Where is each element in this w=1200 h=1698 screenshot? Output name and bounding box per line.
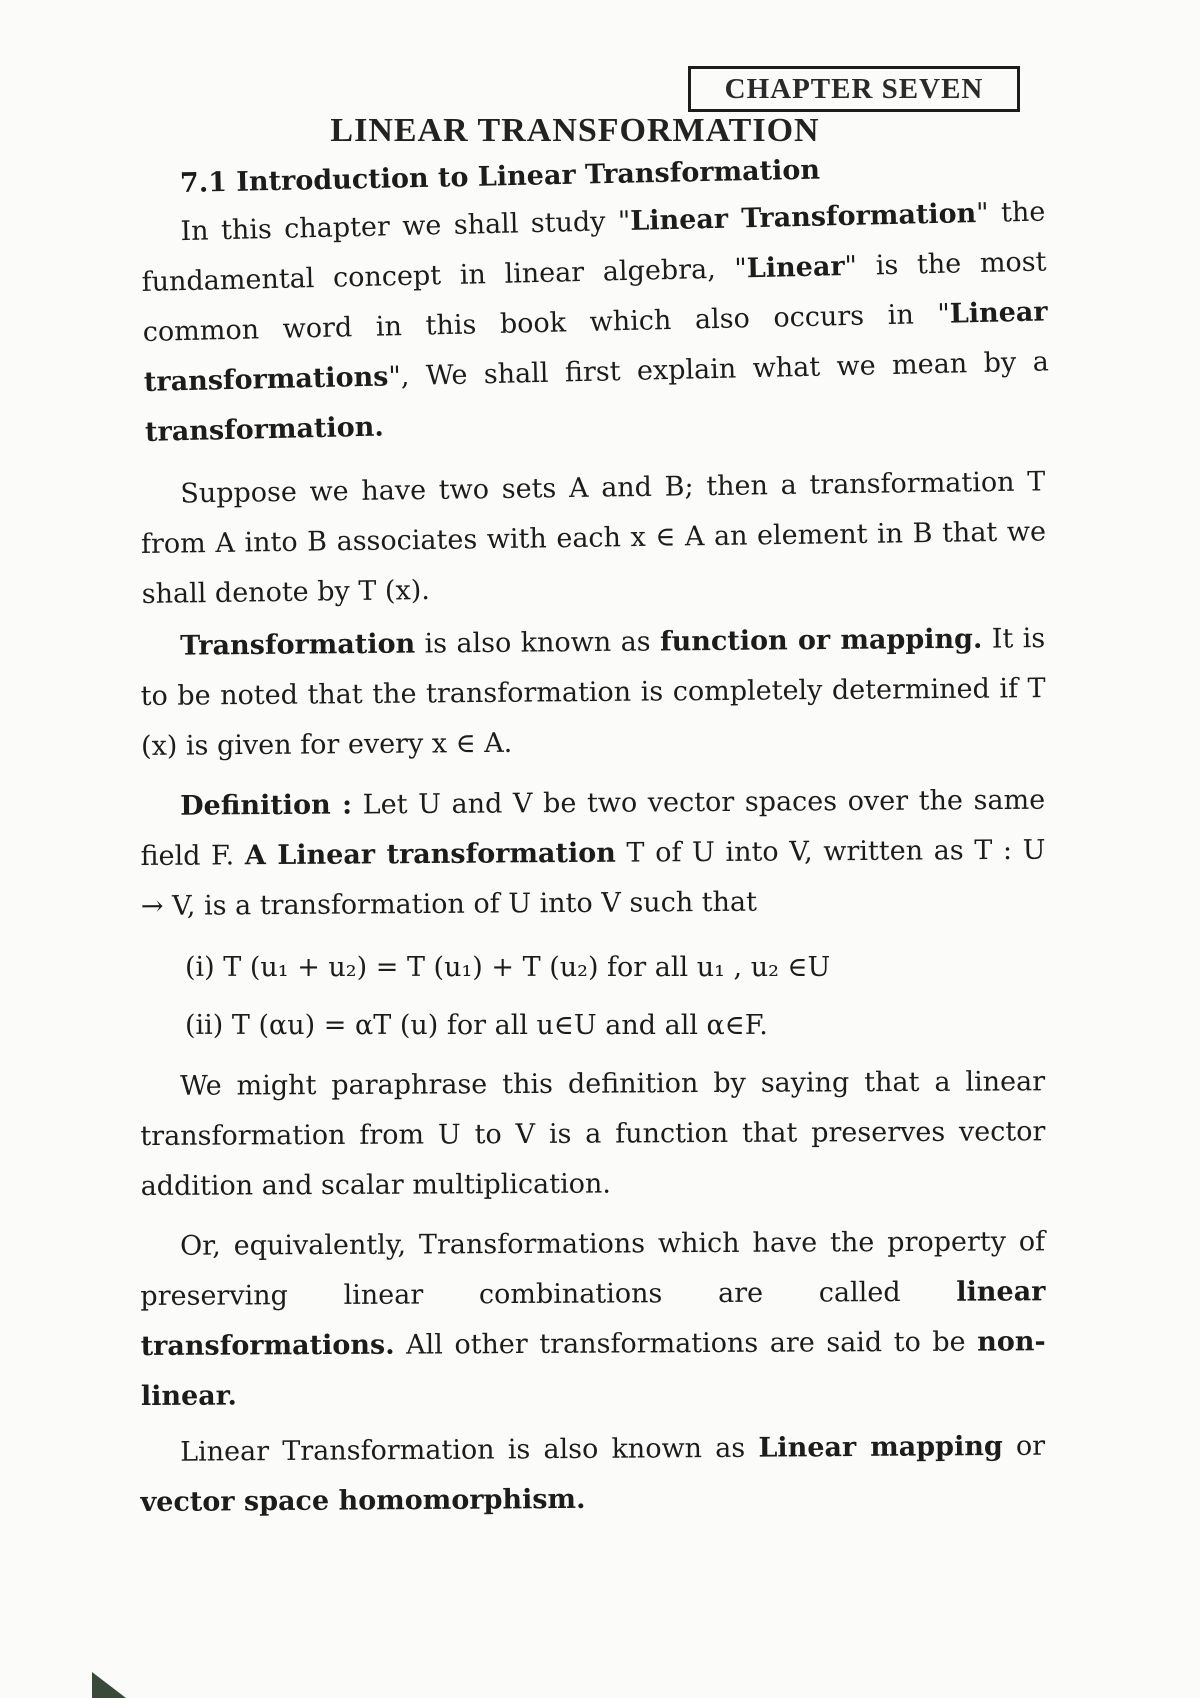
intro-text-1: In this chapter we shall study "	[180, 205, 631, 248]
suppose-paragraph	[140, 457, 1047, 620]
also-known-paragraph	[140, 1422, 1046, 1528]
paraphrase-text: We might paraphrase this definition by saying that a linear transformation from U to V is a function that preserves vector addition and scalar multiplication.	[140, 1066, 1046, 1202]
trans-bold-1: Transformation	[180, 628, 416, 662]
condition-homogeneity: (ii) T (αu) = αT (u) for all u∈U and all α∈F.	[185, 1010, 768, 1041]
intro-text-4: ", We shall first explain what we mean by a	[388, 346, 1050, 393]
def-bold-1: A Linear transformation	[244, 837, 616, 872]
equiv-text-1: Or, equivalently, Transformations which have the property of preserving linear combinations are called	[140, 1226, 1046, 1312]
transformation-paragraph	[140, 614, 1046, 772]
definition-paragraph	[140, 776, 1046, 932]
trans-text-1: is also known as	[415, 626, 661, 660]
chapter-label-box: CHAPTER SEVEN	[688, 66, 1020, 112]
page-corner-shadow	[92, 1672, 126, 1698]
intro-bold-1: Linear Transformation	[629, 198, 977, 237]
intro-text-3: " is the most common word in this book which also occurs in "	[142, 246, 1047, 348]
equiv-text-2: All other transformations are said to be	[394, 1326, 978, 1361]
intro-text-2: " the fundamental concept in linear algebra, "	[141, 196, 1046, 298]
paraphrase-paragraph	[140, 1057, 1046, 1212]
equivalently-paragraph	[140, 1217, 1046, 1422]
condition-additivity: (i) T (u₁ + u₂) = T (u₁) + T (u₂) for all u₁ , u₂ ∈U	[185, 952, 831, 983]
equiv-bold-2: non-linear.	[140, 1326, 1046, 1412]
intro-bold-4: transformation.	[144, 411, 385, 448]
intro-bold-3: Linear transformations	[143, 296, 1048, 398]
section-heading: 7.1 Introduction to Linear Transformation	[179, 154, 821, 199]
also-bold-2: vector space homomorphism.	[140, 1483, 586, 1518]
also-text-1: Linear Transformation is also known as	[180, 1432, 759, 1468]
trans-text-2: It is to be noted that the transformation is completely determined if T (x) is given for every x ∈ A.	[140, 623, 1046, 762]
def-text-1: Let U and V be two vector spaces over the same field F.	[140, 784, 1046, 872]
equiv-bold-1: linear transformations.	[140, 1276, 1046, 1362]
chapter-title: LINEAR TRANSFORMATION	[330, 112, 820, 149]
def-text-2: T of U into V, written as T : U → V, is a transformation of U into V such that	[140, 834, 1046, 922]
definition-label: Definition :	[180, 789, 353, 822]
intro-bold-2: Linear	[746, 251, 845, 285]
trans-bold-2: function or mapping.	[659, 623, 983, 658]
intro-paragraph	[140, 187, 1050, 457]
also-text-2: or	[1002, 1430, 1046, 1462]
also-bold-1: Linear mapping	[758, 1430, 1003, 1464]
suppose-text: Suppose we have two sets A and B; then a transformation T from A into B associates with each x ∈ A an element in B that we shall denote by T (x).	[140, 466, 1047, 610]
